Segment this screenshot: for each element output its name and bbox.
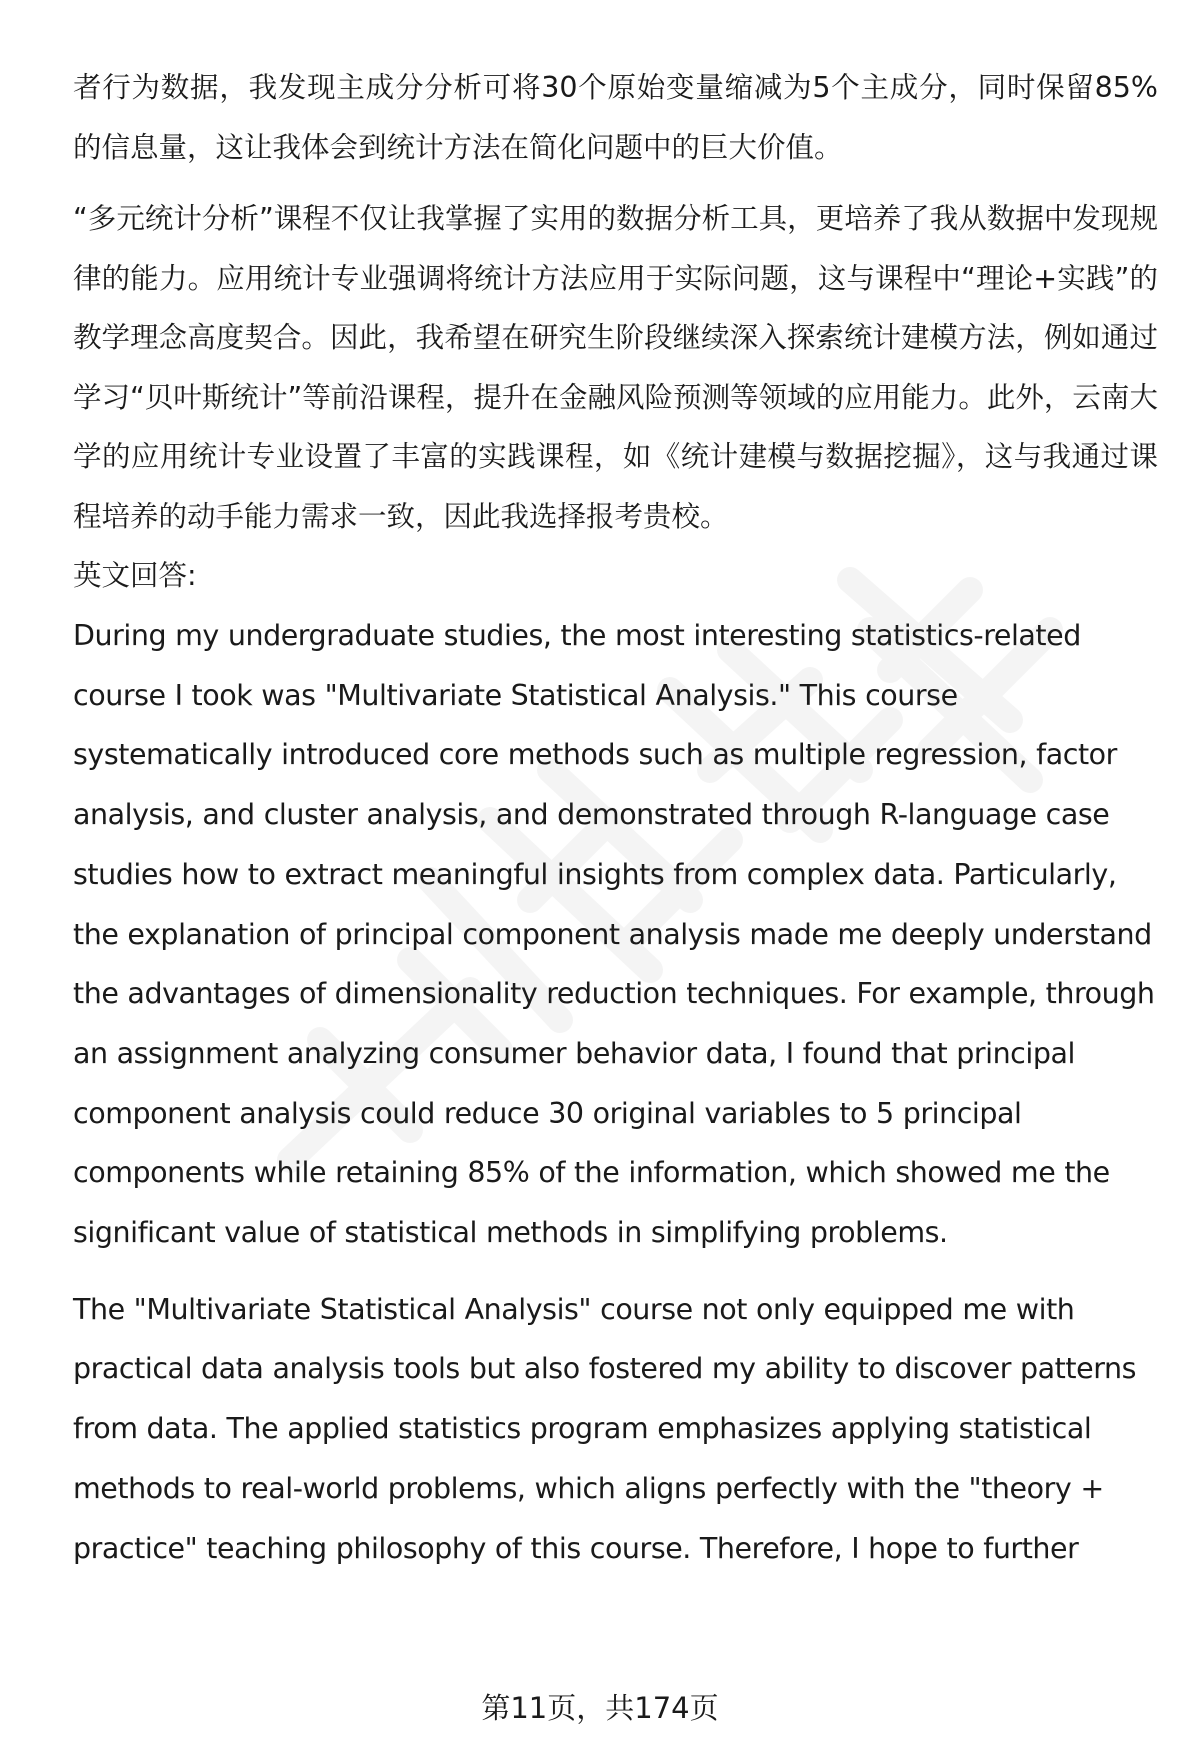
page-footer: 第11页，共174页 bbox=[481, 1691, 719, 1725]
english-paragraph-1: During my undergraduate studies, the most interesting statistics-related course I took was "Multivariate Statistical Analysis." This course systematically introduced core methods such as multiple regression, factor analysis, and cluster analysis, and demonstrated through R-language case studies how to extract meaningful insights from complex data. Particularly, the explanation of principal component analysis made me deeply understand the advantages of dimensionality reduction techniques. For example, through an assignment analyzing consumer behavior data, I found that principal component analysis could reduce 30 original variables to 5 principal components while retaining 85% of the information, which showed me the significant value of statistical methods in simplifying problems. bbox=[73, 619, 1155, 1250]
chinese-paragraph-2: “多元统计分析”课程不仅让我掌握了实用的数据分析工具，更培养了我从数据中发现规律的能力。应用统计专业强调将统计方法应用于实际问题，这与课程中“理论+实践”的教学理念高度契合。因此，我希望在研究生阶段继续深入探索统计建模方法，例如通过学习“贝叶斯统计”等前沿课程，提升在金融风险预测等领域的应用能力。此外，云南大学的应用统计专业设置了丰富的实践课程，如《统计建模与数据挖掘》，这与我通过课程培养的动手能力需求一致，因此我选择报考贵校。 bbox=[73, 202, 1158, 533]
english-answer-label: 英文回答: bbox=[73, 559, 197, 592]
chinese-paragraph-1: 者行为数据，我发现主成分分析可将30个原始变量缩减为5个主成分，同时保留85%的信息量，这让我体会到统计方法在简化问题中的巨大价值。 bbox=[73, 71, 1158, 164]
english-paragraph-2: The "Multivariate Statistical Analysis" course not only equipped me with practical data analysis tools but also fostered my ability to discover patterns from data. The applied statistics program emphasizes applying statistical methods to real-world problems, which aligns perfectly with the "theory + practice" teaching philosophy of this course. Therefore, I hope to further bbox=[73, 1292, 1136, 1565]
page-content bbox=[73, 58, 1158, 1578]
